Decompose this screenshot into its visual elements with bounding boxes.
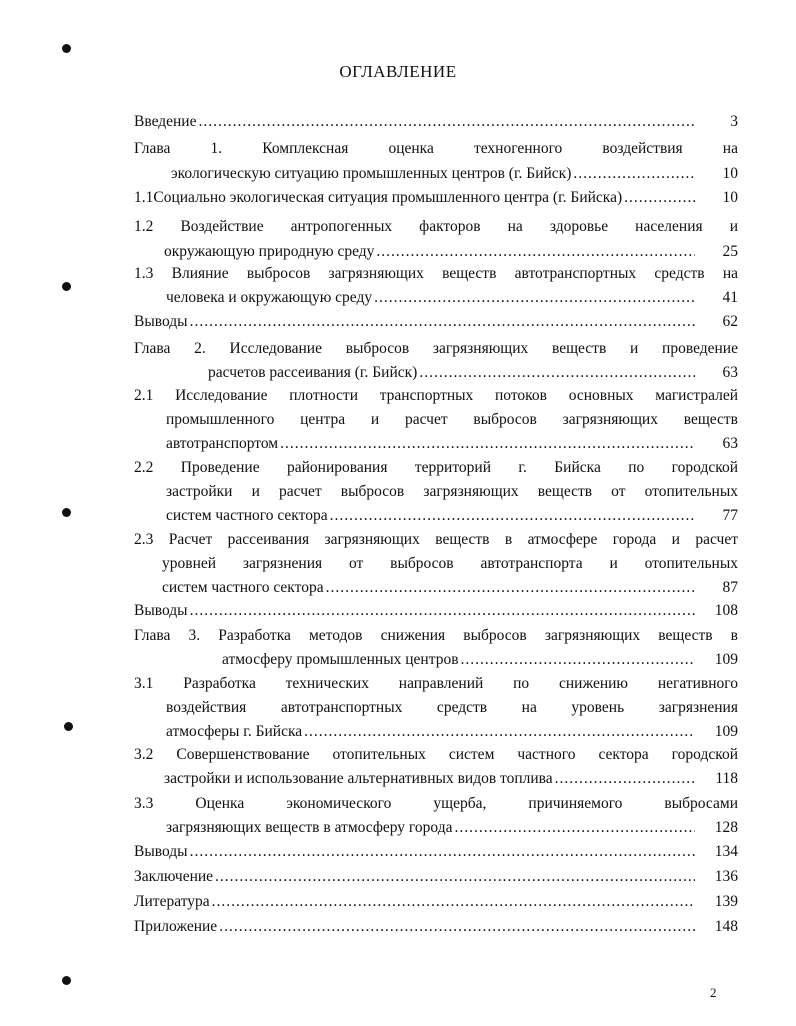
toc-page-number: 134 [714, 843, 738, 860]
punch-hole-mark [64, 722, 73, 731]
toc-entry-text: атмосферу промышленных центров [222, 651, 459, 668]
toc-entry-line: 3.1 Разработка технических направлений по снижению негативного [134, 675, 738, 692]
toc-page-number: 109 [714, 651, 738, 668]
toc-page-number: 25 [722, 243, 738, 260]
toc-entry-line: промышленного центра и расчет выбросов загрязняющих веществ [166, 411, 738, 428]
dot-leader [212, 892, 695, 912]
toc-entry-text: Введение [134, 113, 197, 130]
toc-entry-text: атмосферы г. Бийска [166, 723, 303, 740]
toc-entry-line: 2.1 Исследование плотности транспортных потоков основных магистралей [134, 387, 738, 404]
dot-leader [461, 650, 695, 670]
toc-entry-line: 3.2 Совершенствование отопительных систем частного сектора городской [134, 746, 738, 763]
toc-entry-line [134, 601, 697, 621]
page-number: 2 [710, 985, 717, 1000]
toc-entry-line [166, 434, 697, 454]
toc-entry-line: 1.2 Воздействие антропогенных факторов на здоровье населения и [134, 218, 738, 235]
punch-hole-mark [62, 44, 71, 53]
toc-entry-line [134, 312, 697, 332]
toc-entry-line: Глава 2. Исследование выбросов загрязняющих веществ и проведение [134, 340, 738, 357]
toc-entry-text: человека и окружающую среду [166, 289, 373, 306]
toc-entry-line: 1.3 Влияние выбросов загрязняющих веществ автотранспортных средств на [134, 265, 738, 282]
toc-entry-line [164, 242, 697, 262]
toc-page-number: 63 [722, 435, 738, 452]
toc-page-number: 148 [714, 918, 738, 935]
toc-entry-line [134, 892, 697, 912]
toc-page-number: 109 [714, 723, 738, 740]
toc-entry-line [166, 818, 697, 838]
dot-leader [573, 164, 695, 184]
toc-entry-text: загрязняющих веществ в атмосферу города [166, 819, 453, 836]
toc-page-number: 62 [722, 313, 738, 330]
toc-page-number: 63 [722, 364, 738, 381]
toc-page-number: 10 [722, 189, 738, 206]
dot-leader [280, 434, 695, 454]
dot-leader [374, 288, 695, 308]
punch-hole-mark [62, 282, 71, 291]
toc-entry-text: застройки и использование альтернативных видов топлива [164, 770, 553, 787]
toc-entry-text: расчетов рассеивания (г. Бийск) [208, 364, 418, 381]
toc-entry-text: Выводы [134, 843, 188, 860]
toc-entry-text: окружающую природную среду [164, 243, 375, 260]
toc-entry-line [134, 917, 697, 937]
toc-entry-text: экологическую ситуацию промышленных центров (г. Бийск) [171, 165, 572, 182]
toc-entry-line [208, 363, 697, 383]
dot-leader [376, 242, 695, 262]
toc-entry-text: Приложение [134, 918, 218, 935]
punch-hole-mark [62, 508, 71, 517]
dot-leader [190, 601, 695, 621]
dot-leader [419, 363, 695, 383]
toc-entry-line: застройки и расчет выбросов загрязняющих веществ от отопительных [166, 483, 738, 500]
dot-leader [555, 769, 695, 789]
toc-entry-text: Выводы [134, 602, 188, 619]
toc-entry-line [134, 188, 697, 208]
dot-leader [198, 112, 695, 132]
dot-leader [190, 842, 695, 862]
toc-entry-text: Заключение [134, 868, 214, 885]
toc-page-number: 3 [730, 113, 738, 130]
dot-leader [304, 722, 695, 742]
toc-page-number: 128 [714, 819, 738, 836]
toc-entry-text: 1.1Социально экологическая ситуация промышленного центра (г. Бийска) [134, 189, 623, 206]
dot-leader [624, 188, 695, 208]
toc-entry-line [134, 842, 697, 862]
toc-entry-line: 2.3 Расчет рассеивания загрязняющих веществ в атмосфере города и расчет [134, 531, 738, 548]
toc-entry-line: Глава 1. Комплексная оценка техногенного воздействия на [134, 140, 738, 157]
toc-entry-line: 2.2 Проведение районирования территорий г. Бийска по городской [134, 459, 738, 476]
punch-hole-mark [62, 976, 71, 985]
toc-page-number: 41 [722, 289, 738, 306]
toc-entry-line [162, 578, 697, 598]
dot-leader [219, 917, 695, 937]
toc-entry-line [166, 722, 697, 742]
toc-entry-line [171, 164, 697, 184]
toc-entry-line: 3.3 Оценка экономического ущерба, причиняемого выбросами [134, 795, 738, 812]
toc-entry-text: систем частного сектора [162, 579, 324, 596]
toc-entry-text: автотранспортом [166, 435, 279, 452]
dot-leader [454, 818, 695, 838]
dot-leader [190, 312, 695, 332]
toc-entry-text: Литература [134, 893, 210, 910]
toc-page-number: 108 [714, 602, 738, 619]
toc-entry-line: уровней загрязнения от выбросов автотранспорта и отопительных [162, 555, 738, 572]
dot-leader [215, 867, 695, 887]
toc-page-number: 118 [715, 770, 738, 787]
toc-entry-text: Выводы [134, 313, 188, 330]
toc-entry-line: воздействия автотранспортных средств на уровень загрязнения [166, 699, 738, 716]
toc-entry-line: Глава 3. Разработка методов снижения выбросов загрязняющих веществ в [134, 627, 738, 644]
dot-leader [330, 506, 695, 526]
toc-page-number: 87 [722, 579, 738, 596]
toc-entry-text: систем частного сектора [166, 507, 328, 524]
toc-entry-line [134, 112, 697, 132]
dot-leader [326, 578, 695, 598]
toc-page-number: 136 [714, 868, 738, 885]
toc-entry-line [222, 650, 697, 670]
toc-page-number: 139 [714, 893, 738, 910]
toc-entry-line [164, 769, 697, 789]
toc-title: ОГЛАВЛЕНИЕ [339, 62, 457, 81]
toc-entry-line [166, 506, 697, 526]
toc-page-number: 10 [722, 165, 738, 182]
toc-page-number: 77 [722, 507, 738, 524]
toc-entry-line [166, 288, 697, 308]
toc-entry-line [134, 867, 697, 887]
